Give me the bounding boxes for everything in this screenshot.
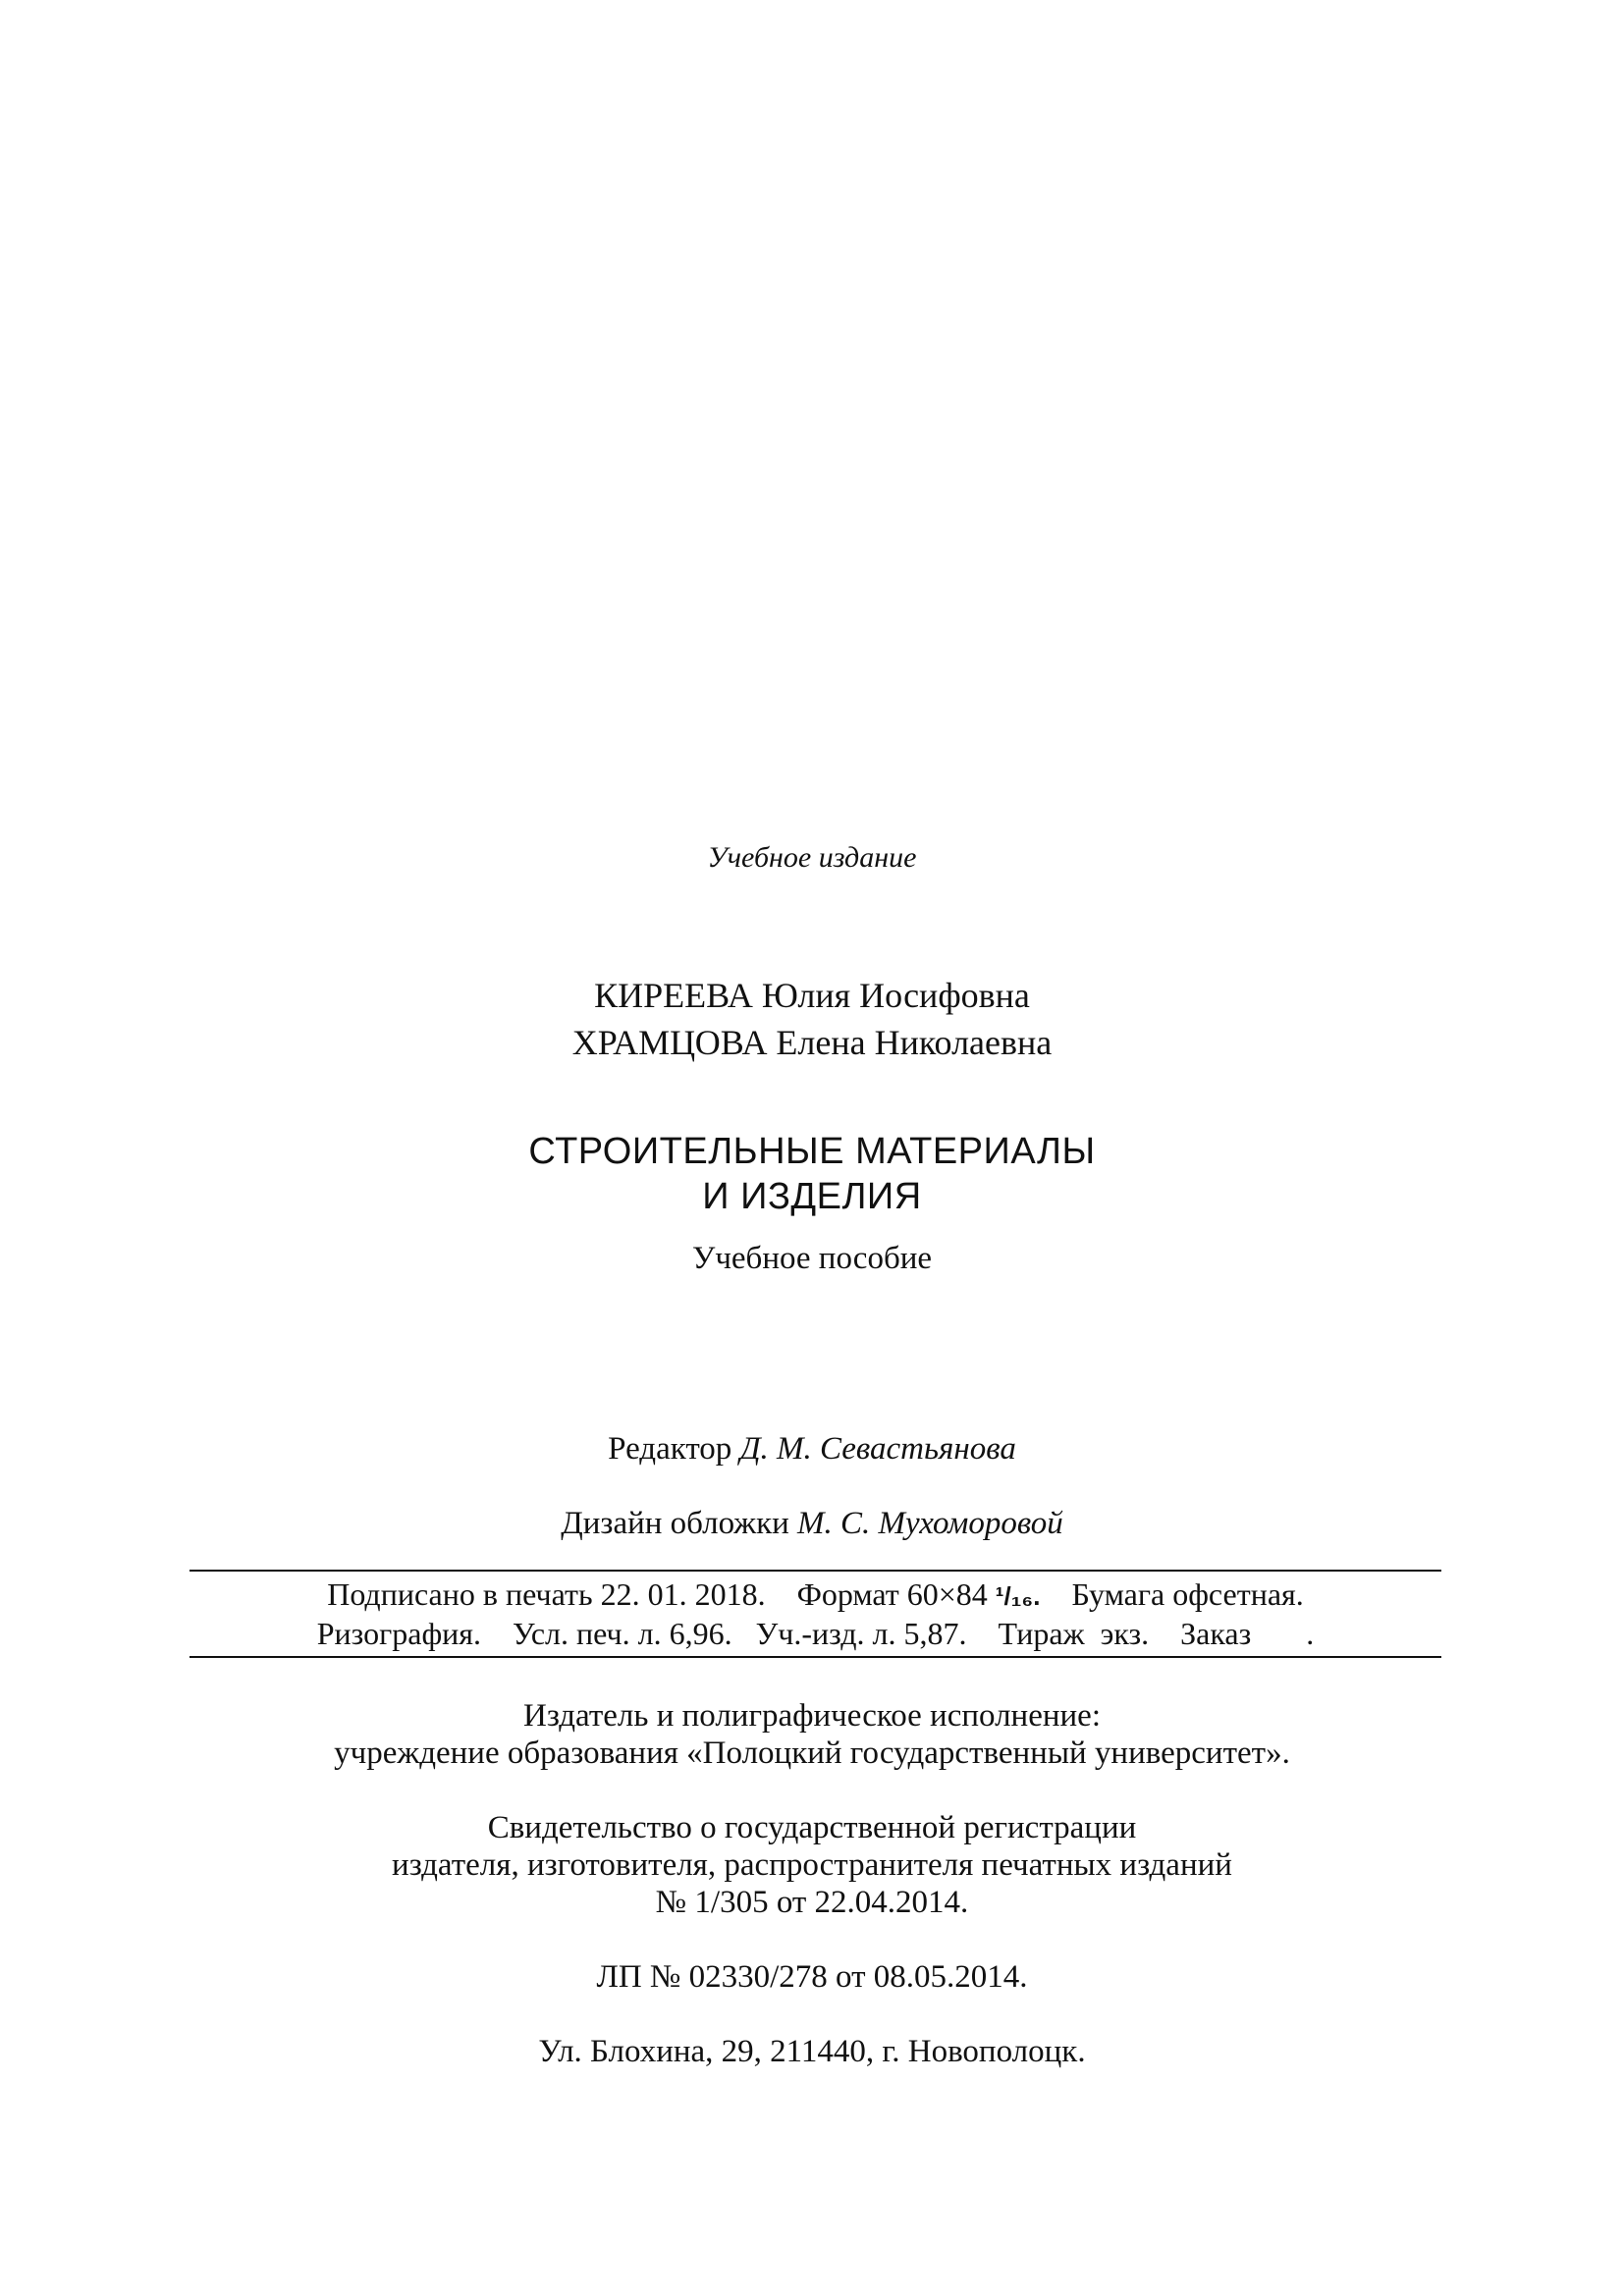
book-title-line-2: И ИЗДЕЛИЯ — [702, 1176, 922, 1217]
cover-design-credit — [0, 1504, 1624, 1543]
publisher-address: Ул. Блохина, 29, 211440, г. Новополоцк. — [538, 2034, 1086, 2069]
imprint-paper: Бумага офсетная. — [1040, 1576, 1304, 1612]
editor-label: Редактор — [608, 1431, 740, 1467]
publisher-line-2: учреждение образования «Полоцкий государственный университет». — [334, 1735, 1290, 1771]
book-title-line-1: СТРОИТЕЛЬНЫЕ МАТЕРИАЛЫ — [528, 1131, 1096, 1172]
imprint-bottom-rule — [189, 1656, 1441, 1658]
author-2: ХРАМЦОВА Елена Николаевна — [571, 1023, 1053, 1062]
certificate-line-2: издателя, изготовителя, распространителя печатных изданий — [392, 1847, 1232, 1883]
edition-type: Учебное издание — [707, 841, 917, 874]
imprint-line-2: Ризография. Усл. печ. л. 6,96. Уч.-изд. л. 5,87. Тираж экз. Заказ . — [316, 1616, 1315, 1651]
imprint-top-rule — [189, 1570, 1441, 1572]
book-subtitle: Учебное пособие — [691, 1241, 933, 1276]
editor-name: Д. М. Севастьянова — [739, 1431, 1016, 1467]
publisher-line-1: Издатель и полиграфическое исполнение: — [523, 1698, 1101, 1734]
certificate-line-1: Свидетельство о государственной регистрации — [487, 1810, 1137, 1845]
author-1: КИРЕЕВА Юлия Иосифовна — [594, 976, 1030, 1015]
cover-design-label: Дизайн обложки — [561, 1506, 798, 1541]
imprint-signed: Подписано в печать 22. 01. 2018. Формат 60×84 — [327, 1576, 996, 1612]
certificate-line-3: № 1/305 от 22.04.2014. — [655, 1885, 969, 1920]
imprint-format-fraction: ¹/₁₆. — [995, 1581, 1041, 1611]
cover-design-name: М. С. Мухоморовой — [797, 1506, 1063, 1541]
license-number: ЛП № 02330/278 от 08.05.2014. — [596, 1959, 1028, 1995]
imprint-line-1 — [189, 1575, 1441, 1615]
editor-credit — [0, 1429, 1624, 1468]
